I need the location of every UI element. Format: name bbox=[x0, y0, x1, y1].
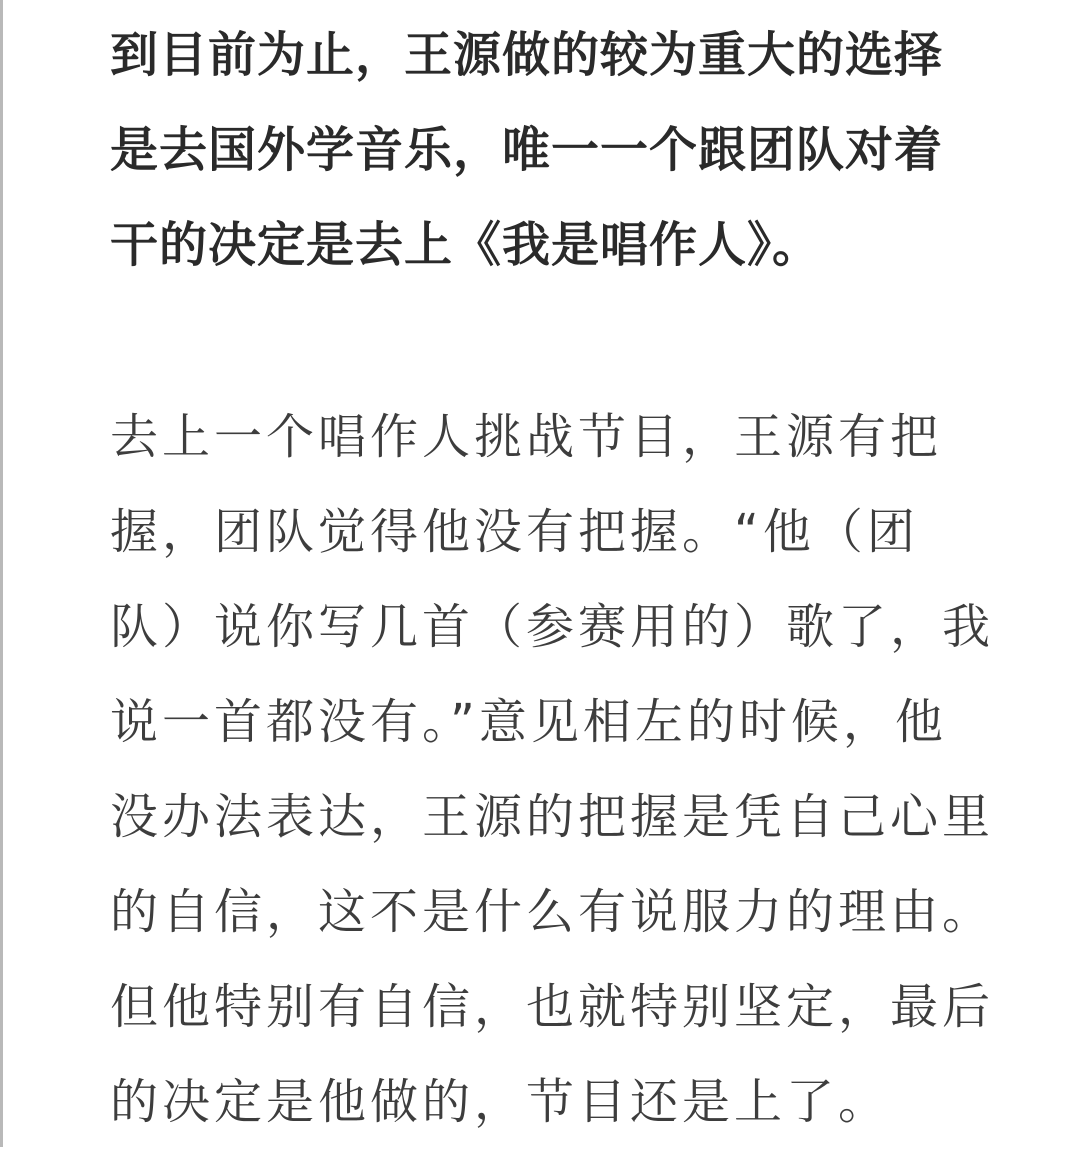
paragraph-line: 去上一个唱作人挑战节目，王源有把 bbox=[110, 409, 943, 465]
paragraph-line: 队）说你写几首（参赛用的）歌了，我 bbox=[110, 599, 995, 655]
paragraph-line: 没办法表达，王源的把握是凭自己心里 bbox=[110, 789, 995, 845]
paragraph-line: 握，团队觉得他没有把握。“他（团 bbox=[110, 504, 919, 560]
left-border-divider bbox=[0, 0, 3, 1147]
regular-paragraph bbox=[110, 390, 995, 1150]
paragraph-line: 到目前为止，王源做的较为重大的选择 bbox=[110, 27, 944, 83]
paragraph-line: 的决定是他做的，节目还是上了。 bbox=[110, 1074, 891, 1130]
bold-paragraph bbox=[110, 8, 972, 293]
paragraph-line: 说一首都没有。”意见相左的时候，他 bbox=[110, 694, 947, 750]
paragraph-line: 是去国外学音乐，唯一一个跟团队对着 bbox=[110, 122, 944, 178]
paragraph-line: 的自信，这不是什么有说服力的理由。 bbox=[110, 884, 995, 940]
paragraph-line: 干的决定是去上《我是唱作人》。 bbox=[110, 217, 822, 273]
paragraph-line: 但他特别有自信，也就特别坚定，最后 bbox=[110, 979, 995, 1035]
